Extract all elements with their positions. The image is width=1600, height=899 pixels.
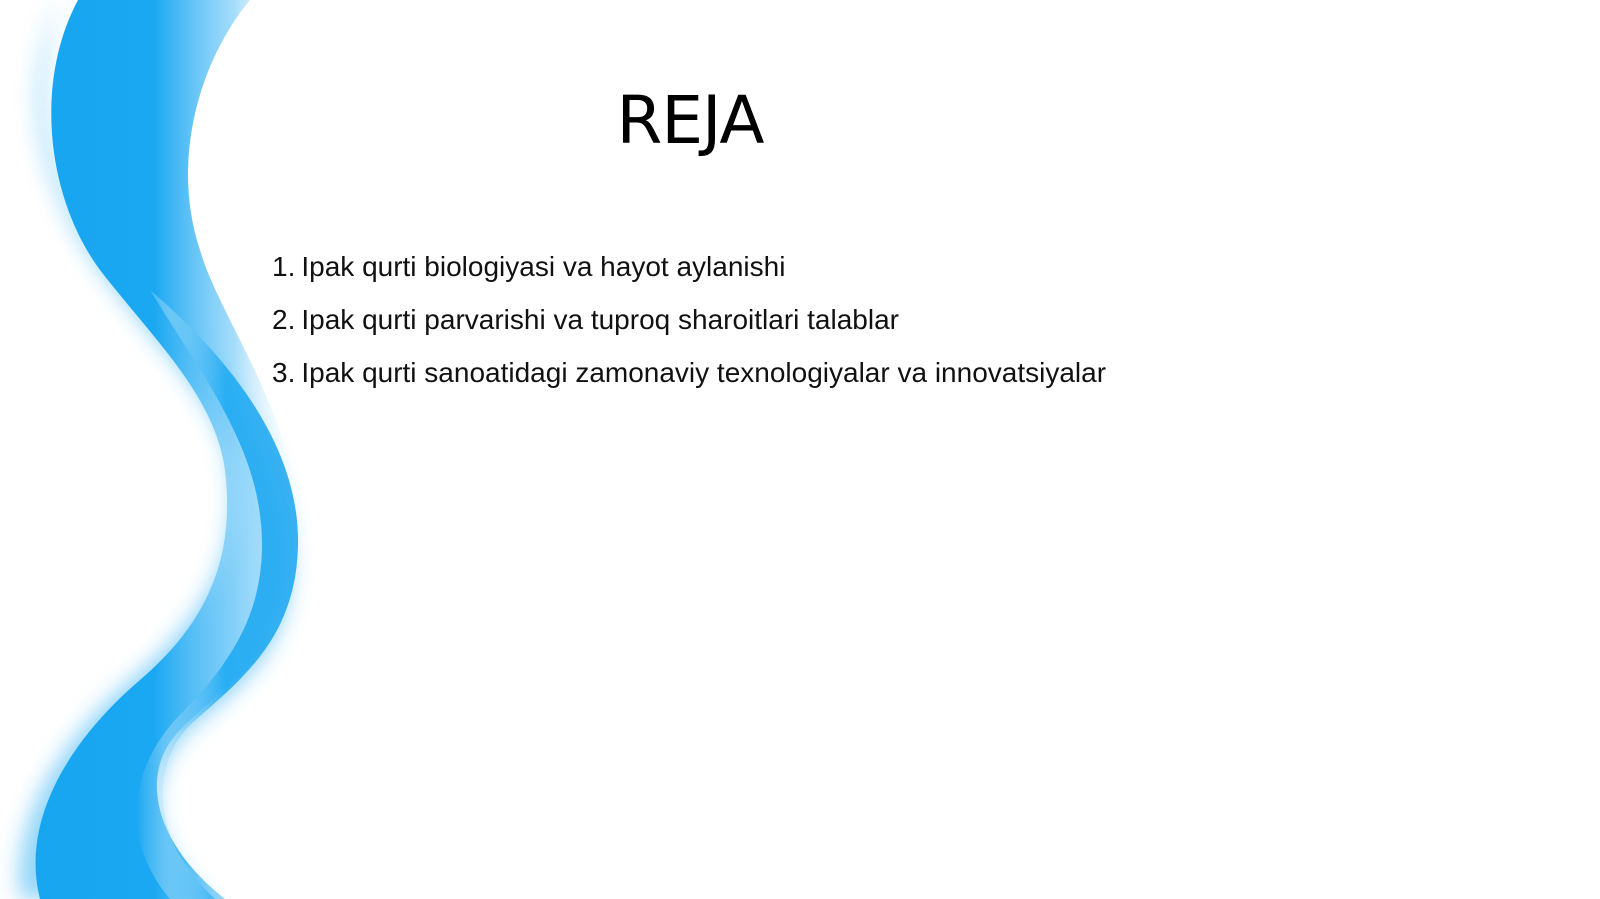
list-item-number: 3.: [272, 357, 296, 388]
list-item-text: Ipak qurti parvarishi va tuproq sharoitlari talablar: [301, 304, 899, 335]
slide-title: REJA: [616, 82, 764, 159]
decorative-blue-wave: [0, 0, 420, 899]
list-item-text: Ipak qurti biologiyasi va hayot aylanishi: [301, 251, 786, 282]
list-item: [272, 293, 1106, 346]
list-item: [272, 346, 1106, 399]
list-item: [272, 240, 1106, 293]
plan-list: [272, 240, 1106, 399]
list-item-text: Ipak qurti sanoatidagi zamonaviy texnologiyalar va innovatsiyalar: [301, 357, 1107, 388]
list-item-number: 1.: [272, 251, 296, 282]
list-item-number: 2.: [272, 304, 296, 335]
